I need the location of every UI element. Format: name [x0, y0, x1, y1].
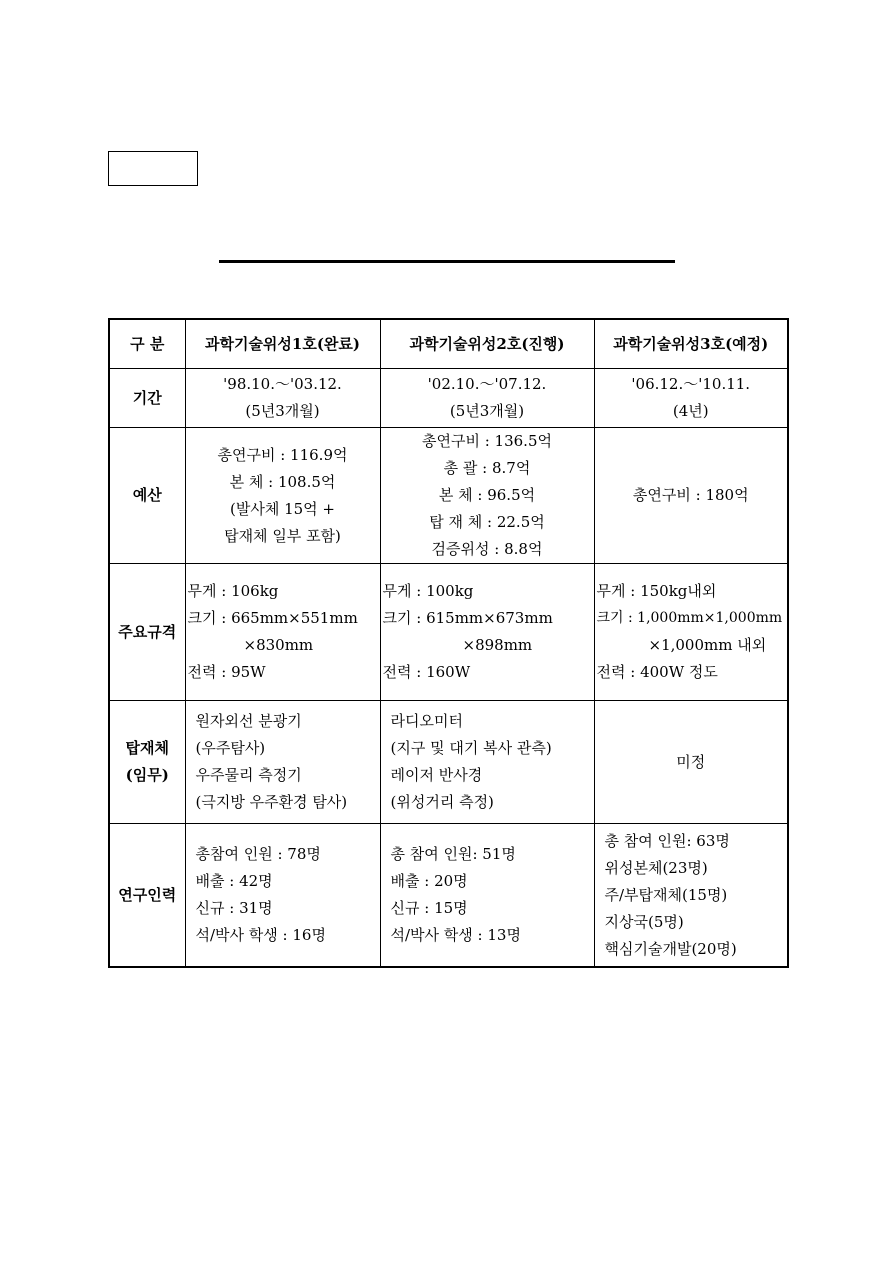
staff-sat1-line: 총참여 인원 : 78명: [195, 845, 321, 863]
period-sat1-duration: (5년3개월): [245, 402, 320, 420]
period-sat2-range: '02.10.～'07.12.: [427, 375, 547, 393]
staff-sat3-line: 지상국(5명): [604, 912, 684, 931]
payload-sat3-line: 미정: [676, 752, 706, 771]
satellite-comparison-table: [108, 318, 789, 968]
period-sat3-range: '06.12.～'10.11.: [631, 375, 751, 393]
budget-sat2-line: 본 체 : 96.5억: [438, 486, 536, 504]
staff-sat2: [380, 824, 594, 968]
payload-sat2-line: 레이저 반사경: [390, 766, 483, 784]
spec-sat3: [594, 564, 788, 701]
budget-label: 예산: [109, 428, 185, 564]
spec-sat3-size-cont: ×1,000mm 내외: [648, 636, 767, 654]
staff-sat2-line: 배출 : 20명: [390, 872, 468, 890]
budget-sat2-line: 탑 재 체 : 22.5억: [429, 513, 545, 531]
spec-sat2: [380, 564, 594, 701]
period-sat3-duration: (4년): [672, 402, 709, 420]
payload-label-line2: (임무): [125, 766, 169, 784]
header-sat1: 과학기술위성1호(완료): [185, 319, 380, 369]
payload-sat2: [380, 701, 594, 824]
period-sat3: [594, 369, 788, 428]
spec-sat1-size-cont: ×830mm: [243, 636, 314, 654]
staff-sat3-line: 총 참여 인원: 63명: [604, 831, 730, 850]
payload-sat1-line: 원자외선 분광기: [195, 712, 302, 730]
staff-sat1-line: 신규 : 31명: [195, 899, 273, 917]
period-label: 기간: [109, 369, 185, 428]
staff-label: 연구인력: [109, 824, 185, 968]
spec-sat1-power: 전력 : 95W: [187, 663, 266, 681]
budget-sat1-line: 총연구비 : 116.9억: [217, 445, 348, 464]
period-sat1: [185, 369, 380, 428]
period-sat2: [380, 369, 594, 428]
budget-sat3-line: 총연구비 : 180억: [632, 486, 749, 504]
spec-sat2-size: 크기 : 615mm×673mm: [382, 609, 553, 627]
staff-sat1-line: 배출 : 42명: [195, 872, 273, 890]
staff-row: [109, 824, 788, 968]
payload-label: [109, 701, 185, 824]
spec-sat1-size: 크기 : 665mm×551mm: [187, 609, 358, 627]
payload-sat3: [594, 701, 788, 824]
payload-sat2-line: (위성거리 측정): [390, 793, 494, 811]
header-sat3: 과학기술위성3호(예정): [594, 319, 788, 369]
budget-sat1-line: 본 체 : 108.5억: [229, 472, 336, 491]
spec-row: [109, 564, 788, 701]
staff-sat2-line: 석/박사 학생 : 13명: [390, 926, 521, 944]
budget-sat3: [594, 428, 788, 564]
budget-sat2-line: 총연구비 : 136.5억: [422, 432, 552, 450]
payload-row: [109, 701, 788, 824]
staff-sat3-line: 주/부탑재체(15명): [604, 885, 728, 904]
budget-sat2-line: 검증위성 : 8.8억: [431, 540, 543, 558]
header-sat2: 과학기술위성2호(진행): [380, 319, 594, 369]
spec-sat2-power: 전력 : 160W: [382, 663, 471, 681]
staff-sat1-line: 석/박사 학생 : 16명: [195, 926, 326, 944]
payload-sat1: [185, 701, 380, 824]
staff-sat2-line: 총 참여 인원: 51명: [390, 845, 516, 863]
budget-sat1: [185, 428, 380, 564]
spec-sat3-size: 크기 : 1,000mm×1,000mm: [596, 610, 783, 626]
spec-sat2-size-cont: ×898mm: [462, 636, 533, 654]
payload-sat2-line: 라디오미터: [390, 712, 463, 730]
spec-sat1-weight: 무게 : 106kg: [187, 582, 279, 600]
staff-sat3-line: 위성본체(23명): [604, 858, 708, 877]
budget-sat1-line: 탑재체 일부 포함): [224, 526, 341, 545]
header-row: [109, 319, 788, 369]
spec-sat3-power: 전력 : 400W 정도: [596, 663, 718, 681]
period-sat1-range: '98.10.～'03.12.: [223, 375, 342, 393]
header-category: 구 분: [109, 319, 185, 369]
payload-sat1-line: 우주물리 측정기: [195, 766, 302, 784]
staff-sat1: [185, 824, 380, 968]
budget-sat2: [380, 428, 594, 564]
budget-row: [109, 428, 788, 564]
staff-sat3-line: 핵심기술개발(20명): [604, 939, 737, 958]
staff-sat3: [594, 824, 788, 968]
spec-sat2-weight: 무게 : 100kg: [382, 582, 474, 600]
budget-sat2-line: 총 괄 : 8.7억: [443, 459, 531, 477]
spec-sat3-weight: 무게 : 150kg내외: [596, 582, 717, 600]
period-sat2-duration: (5년3개월): [449, 402, 525, 420]
budget-sat1-line: (발사체 15억 +: [229, 499, 335, 518]
staff-sat2-line: 신규 : 15명: [390, 899, 468, 917]
payload-label-line1: 탑재체: [125, 739, 169, 757]
title-underline: [219, 260, 675, 263]
payload-sat2-line: (지구 및 대기 복사 관측): [390, 739, 552, 757]
label-box: [108, 151, 198, 186]
spec-sat1: [185, 564, 380, 701]
payload-sat1-line: (우주탐사): [195, 739, 266, 757]
payload-sat1-line: (극지방 우주환경 탐사): [195, 793, 348, 811]
period-row: [109, 369, 788, 428]
spec-label: 주요규격: [109, 564, 185, 701]
